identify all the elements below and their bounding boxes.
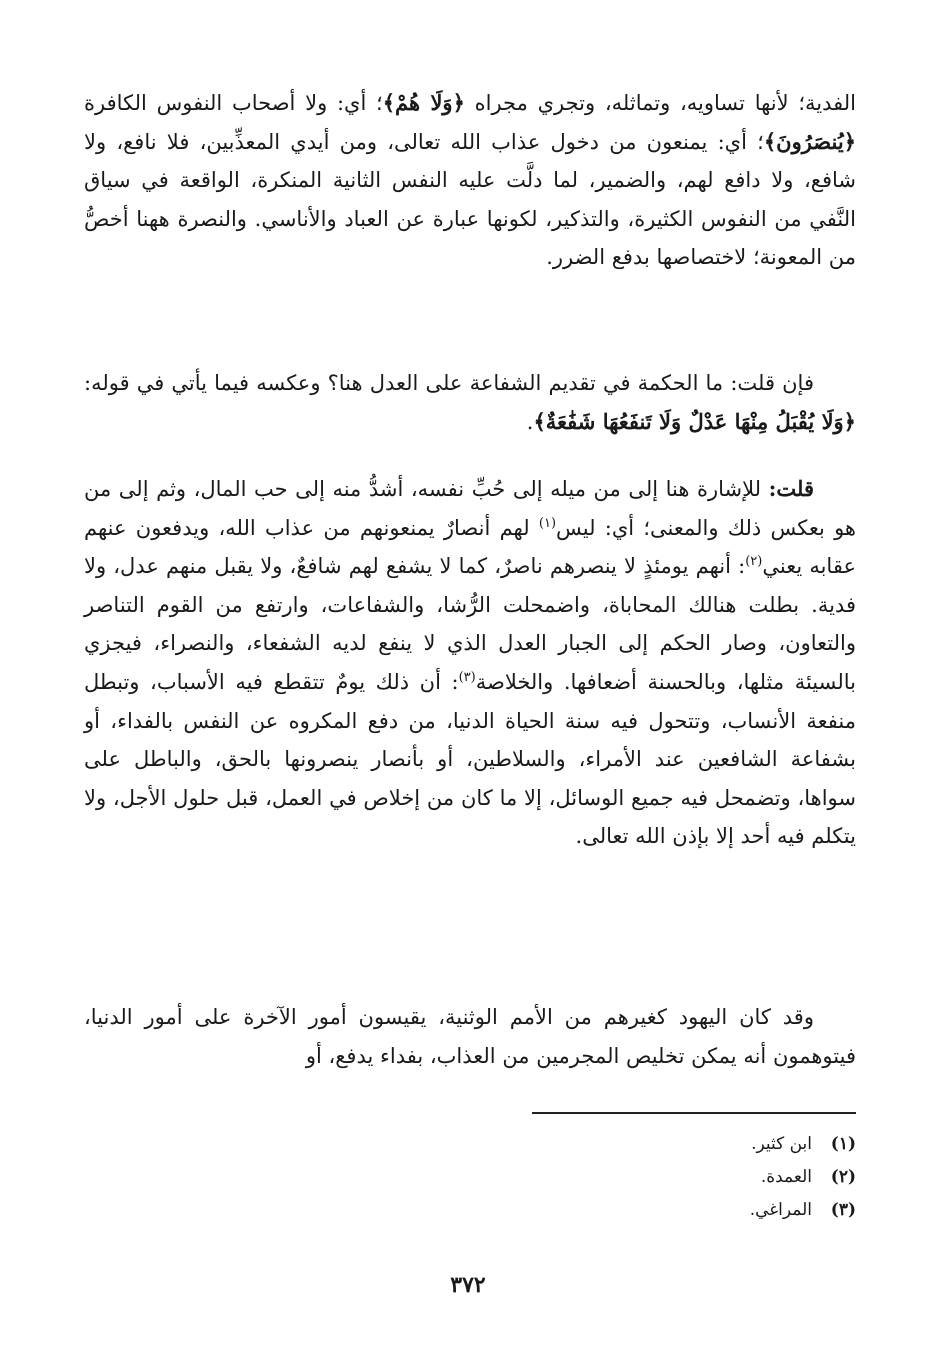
paragraph-2 <box>84 364 856 441</box>
footnotes <box>456 1128 856 1227</box>
footnote-ref: (١) <box>538 515 557 531</box>
lead-word: قلت: <box>768 476 814 501</box>
footnote-divider <box>532 1112 856 1114</box>
paragraph-3 <box>84 470 856 856</box>
page-number: ٣٧٢ <box>450 1272 486 1298</box>
footnote-ref: (٢) <box>745 554 763 570</box>
footnote-number: (٢) <box>830 1167 856 1187</box>
text-run: : أنهم يومئذٍ لا ينصرهم ناصرٌ، كما لا يشفع لهم شافعٌ، ولا يقبل منهم عدل، ولا فدية. بطلت هنالك المحاباة، واضمحلت الرُّشا، والشفاعات، وارتفع من القوم التناصر والتعاون، وصار الحكم إلى الجبار العدل الذي لا ينفع لديه الشفعاء، والنصراء، فيجزي بالسيئة مثلها، وبالحسنة أضعافها. والخلاصة <box>84 554 857 694</box>
text-run: . <box>526 409 534 434</box>
footnote-ref: (٣) <box>458 669 476 685</box>
text-run: ؛ أي: ولا أصحاب النفوس الكافرة <box>84 91 383 115</box>
quran-quote: ﴿وَلَا هُمْ﴾ <box>382 90 465 115</box>
text-run: الفدية؛ لأنها تساويه، وتماثله، وتجري مجراه <box>464 91 856 115</box>
footnote-3 <box>456 1194 856 1227</box>
text-run: للإشارة هنا إلى من ميله إلى حُبِّ نفسه، أشدُّ منه إلى حب المال، وثم إلى من هو بعكس ذلك والمعنى؛ أي: ليس <box>84 477 856 540</box>
paragraph-1 <box>84 84 856 277</box>
paragraph-4 <box>84 998 856 1075</box>
text-run: لهم أنصارٌ يمنعونهم من عذاب الله، ويدفعون عنهم عقابه يعني <box>84 515 856 579</box>
footnote-number: (١) <box>830 1134 856 1154</box>
footnote-text: ابن كثير. <box>751 1134 812 1154</box>
text-run: ؛ أي: يمنعون من دخول عذاب الله تعالى، ومن أيدي المعذِّبين، فلا نافع، ولا شافع، ولا دافع لهم، والضمير، لما دلَّت عليه النفس الثانية المنكرة، الواقعة في سياق النَّفي من النفوس الكثيرة، والتذكير، لكونها عبارة عن العباد والأناسي. والنصرة ههنا أخصُّ من المعونة؛ لاختصاصها بدفع الضرر. <box>84 129 856 270</box>
footnote-2 <box>456 1161 856 1194</box>
quran-quote: ﴿وَلَا يُقْبَلُ مِنْهَا عَدْلٌ وَلَا تَنفَعُهَا شَفَٰعَةٌ﴾ <box>533 408 856 434</box>
footnote-1 <box>456 1128 856 1161</box>
text-run: وقد كان اليهود كغيرهم من الأمم الوثنية، يقيسون أمور الآخرة على أمور الدنيا، فيتوهمون أنه يمكن تخليص المجرمين من العذاب، بفداء يدفع، أو <box>84 1005 856 1068</box>
footnote-text: العمدة. <box>760 1167 812 1187</box>
footnote-text: المراغي. <box>749 1200 812 1220</box>
quran-quote: ﴿يُنصَرُونَ﴾ <box>763 128 856 154</box>
text-run: : أن ذلك يومٌ تتقطع فيه الأسباب، وتبطل منفعة الأنساب، وتتحول فيه سنة الحياة الدنيا، من دفع المكروه عن النفس بالفداء، أو بشفاعة الشافعين عند الأمراء، والسلاطين، أو بأنصار ينصرونها بالحق، والباطل على سواها، وتضمحل فيه جميع الوسائل، إلا ما كان من إخلاص في العمل، قبل حلول الأجل، ولا يتكلم فيه أحد إلا بإذن الله تعالى. <box>84 669 856 849</box>
text-run: فإن قلت: ما الحكمة في تقديم الشفاعة على العدل هنا؟ وعكسه فيما يأتي في قوله: <box>84 371 814 395</box>
footnote-number: (٣) <box>830 1200 856 1220</box>
